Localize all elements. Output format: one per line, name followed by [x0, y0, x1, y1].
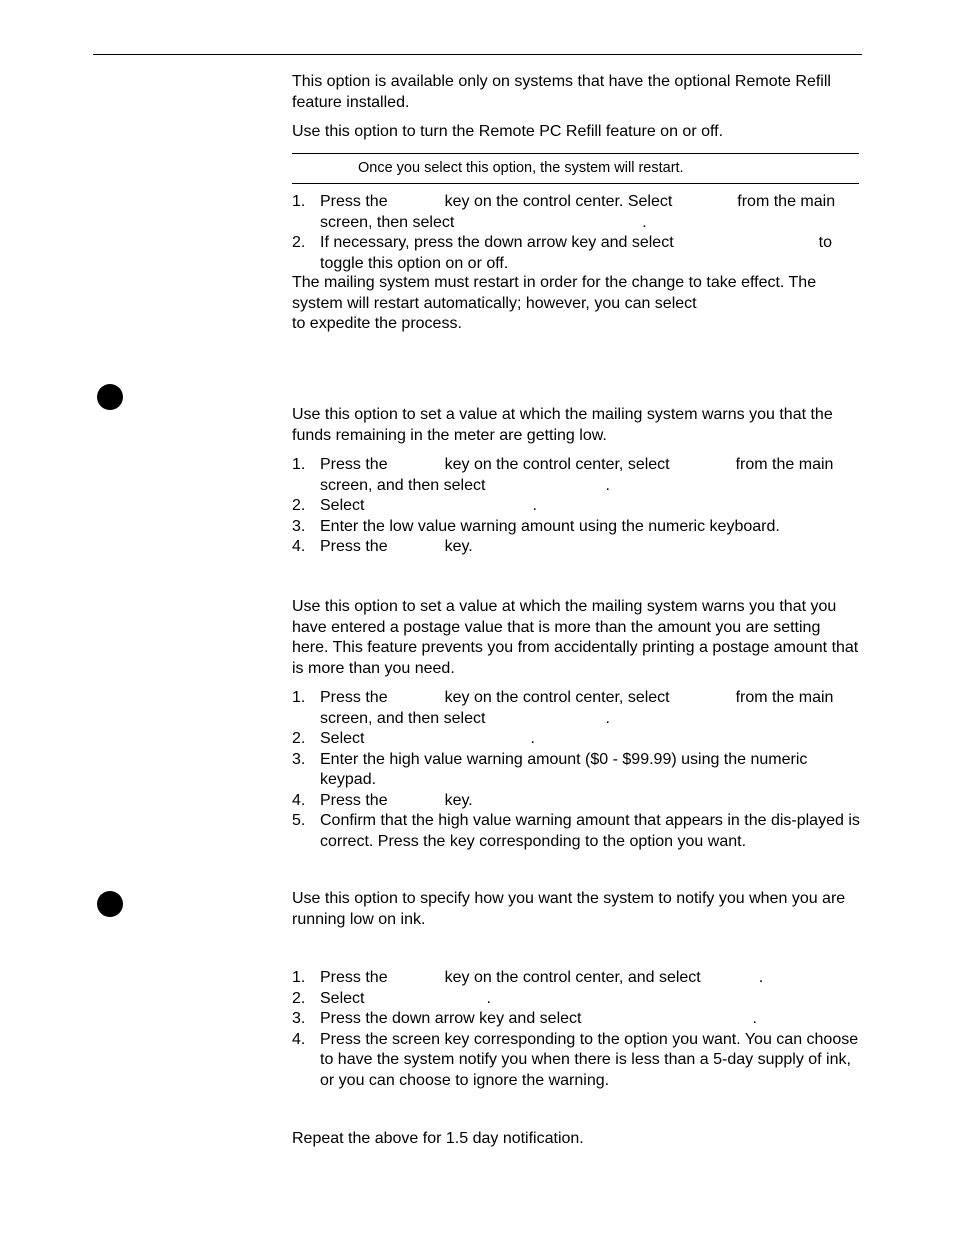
list-item: 5. Confirm that the high value warning amount that appears in the dis-played is correct. Press the key corresponding to the option you want. — [292, 812, 860, 850]
section-bullet-icon — [97, 891, 123, 917]
list-item: 3. Enter the low value warning amount using the numeric keyboard. — [292, 517, 780, 535]
list-item: 4. Press the key. — [292, 791, 473, 809]
low-funds-purpose: Use this option to set a value at which the mailing system warns you that the funds remaining in the meter are getting low. — [292, 406, 833, 444]
list-item: 1. Press the key on the control center, and select . — [292, 969, 764, 986]
remote-refill-intro: This option is available only on systems that have the optional Remote Refill feature installed. — [292, 73, 831, 111]
list-item: 3. Enter the high value warning amount ($0 - $99.99) using the numeric keypad. — [292, 750, 808, 788]
note-box — [292, 153, 859, 184]
restart-paragraph: The mailing system must restart in order for the change to take effect. The system will restart automatically; however, you can select to expedite the process. — [292, 274, 817, 332]
repeat-note: Repeat the above for 1.5 day notification. — [292, 1130, 584, 1147]
section2-steps — [292, 455, 860, 558]
remote-refill-purpose: Use this option to turn the Remote PC Refill feature on or off. — [292, 123, 724, 140]
section-bullet-icon — [97, 384, 123, 410]
list-item: 1. Press the key on the control center. Select from the main screen, then select . — [292, 193, 836, 231]
list-item: 1. Press the key on the control center, select from the main screen, and then select . — [292, 456, 834, 494]
list-item: 4. Press the screen key corresponding to the option you want. You can choose to have the system notify you when there is less than a 5-day supply of ink, or you can choose to ignore the warning. — [292, 1030, 859, 1089]
list-item: 2. If necessary, press the down arrow key and select to toggle this option on or off. — [292, 234, 832, 272]
section4-steps — [292, 968, 860, 1091]
list-item: 2. Select . — [292, 497, 537, 514]
section1-steps — [292, 192, 860, 274]
note-text: Once you select this option, the system will restart. — [358, 160, 684, 176]
list-item: 2. Select . — [292, 730, 535, 747]
list-item: 2. Select . — [292, 989, 491, 1007]
list-item: 3. Press the down arrow key and select . — [292, 1010, 757, 1027]
list-item: 4. Press the key. — [292, 538, 473, 555]
low-ink-purpose: Use this option to specify how you want the system to notify you when you are running low on ink. — [292, 890, 846, 928]
section3-steps — [292, 688, 860, 852]
high-value-purpose: Use this option to set a value at which the mailing system warns you that you have entered a postage value that is more than the amount you are setting here. This feature prevents you from accidentally printing a postage amount that is more than you need. — [292, 598, 859, 677]
list-item: 1. Press the key on the control center, select from the main screen, and then select . — [292, 689, 834, 727]
top-rule — [93, 54, 862, 55]
